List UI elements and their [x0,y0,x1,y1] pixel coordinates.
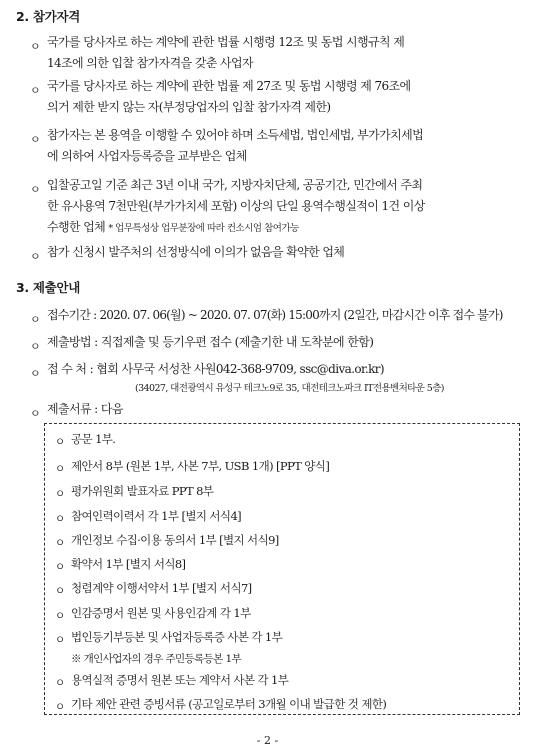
consortium-note: * 업무특성상 업무분장에 따라 컨소시엄 참여가능 [108,223,299,234]
doc-item: 공문 1부. [71,432,116,446]
doc-item: 법인등기부등본 및 사업자등록증 사본 각 1부 [71,630,283,644]
bullet: ㅇ [55,677,66,689]
bullet: ㅇ [30,133,41,146]
receipt-office: 접 수 처 : 협회 사무국 서성찬 사원042-368-9709, ssc@diva.or.kr) [47,362,384,376]
bullet: ㅇ [30,40,41,53]
eligibility-item-1 [47,32,517,74]
bullet: ㅇ [30,340,41,353]
eligibility-item-2-line1: 국가를 당사자로 하는 계약에 관한 법률 제 27조 및 동법 시행령 제 76조에 [47,79,411,93]
bullet: ㅇ [55,513,66,525]
eligibility-item-4-line3 [47,217,517,239]
receipt-period: 접수기간 : 2020. 07. 06(월) ~ 2020. 07. 07(화) 15:00까지 (2일간, 마감시간 이후 접수 불가) [47,308,503,322]
bullet: ㅇ [30,84,41,97]
eligibility-item-3-line1: 참가자는 본 용역을 이행할 수 있어야 하며 소득세법, 법인세법, 부가가치세법 [47,128,424,142]
doc-item: 개인정보 수집·이용 동의서 1부 [별지 서식9] [71,533,279,547]
bullet: ㅇ [55,634,66,646]
bullet: ㅇ [55,701,66,713]
eligibility-item-3-line2: 에 의하여 사업자등록증을 교부받은 업체 [47,149,247,163]
documents-label: 제출서류 : 다음 [47,402,123,416]
doc-item: 인감증명서 원본 및 사용인감계 각 1부 [71,606,251,620]
eligibility-item-1-line1: 국가를 당사자로 하는 계약에 관한 법률 시행령 12조 및 동법 시행규칙 제 [47,35,405,49]
doc-item: 기타 제안 관련 증빙서류 (공고일로부터 3개월 이내 발급한 것 제한) [71,697,387,711]
doc-item: 확약서 1부 [별지 서식8] [71,557,186,571]
eligibility-item-5-line1: 참가 신청시 발주처의 선정방식에 이의가 없음을 확약한 업체 [47,245,345,259]
eligibility-item-1-line2: 14조에 의한 입찰 참가자격을 갖춘 사업자 [47,56,254,70]
doc-item: 용역실적 증명서 원본 또는 계약서 사본 각 1부 [71,673,289,687]
doc-item: 평가위원회 발표자료 PPT 8부 [71,484,214,498]
eligibility-item-3 [47,125,517,167]
eligibility-item-4 [47,175,517,239]
section-title-eligibility: 2. 참가자격 [16,9,80,24]
bullet: ㅇ [55,561,66,573]
eligibility-item-4-line2: 한 유사용역 7천만원(부가가치세 포함) 이상의 단일 용역수행실적이 1건 이상 [47,199,425,213]
bullet: ㅇ [30,407,41,420]
doc-item: 청렴계약 이행서약서 1부 [별지 서식7] [71,581,252,595]
section-title-submission: 3. 제출안내 [16,280,80,295]
eligibility-item-2-line2: 의거 제한 받지 않는 자(부정당업자의 입찰 참가자격 제한) [47,100,331,114]
bullet: ㅇ [30,250,41,263]
bullet: ㅇ [55,488,66,500]
bullet: ㅇ [55,537,66,549]
bullet: ㅇ [55,436,66,448]
bullet: ㅇ [55,585,66,597]
bullet: ㅇ [30,367,41,380]
eligibility-item-4-line3-text: 수행한 업체 [47,220,106,234]
bullet: ㅇ [30,183,41,196]
bullet: ㅇ [55,463,66,475]
submission-method: 제출방법 : 직접제출 및 등기우편 접수 (제출기한 내 도착분에 한함) [47,335,374,349]
eligibility-item-5 [47,242,517,263]
eligibility-item-2 [47,76,517,118]
eligibility-item-4-line1: 입찰공고일 기준 최근 3년 이내 국가, 지방자치단체, 공공기간, 민간에서 주최 [47,178,423,192]
doc-item: 참여인력이력서 각 1부 [별지 서식4] [71,509,242,523]
bullet: ㅇ [30,313,41,326]
doc-item: 제안서 8부 (원본 1부, 사본 7부, USB 1개) [PPT 양식] [71,459,330,473]
bullet: ㅇ [55,610,66,622]
page-number: - 2 - [256,734,279,747]
individual-business-note: ※ 개인사업자의 경우 주민등록등본 1부 [71,653,242,665]
office-address: (34027, 대전광역시 유성구 테크노9로 35, 대전테크노파크 IT전용벤처타운 5층) [135,383,444,394]
